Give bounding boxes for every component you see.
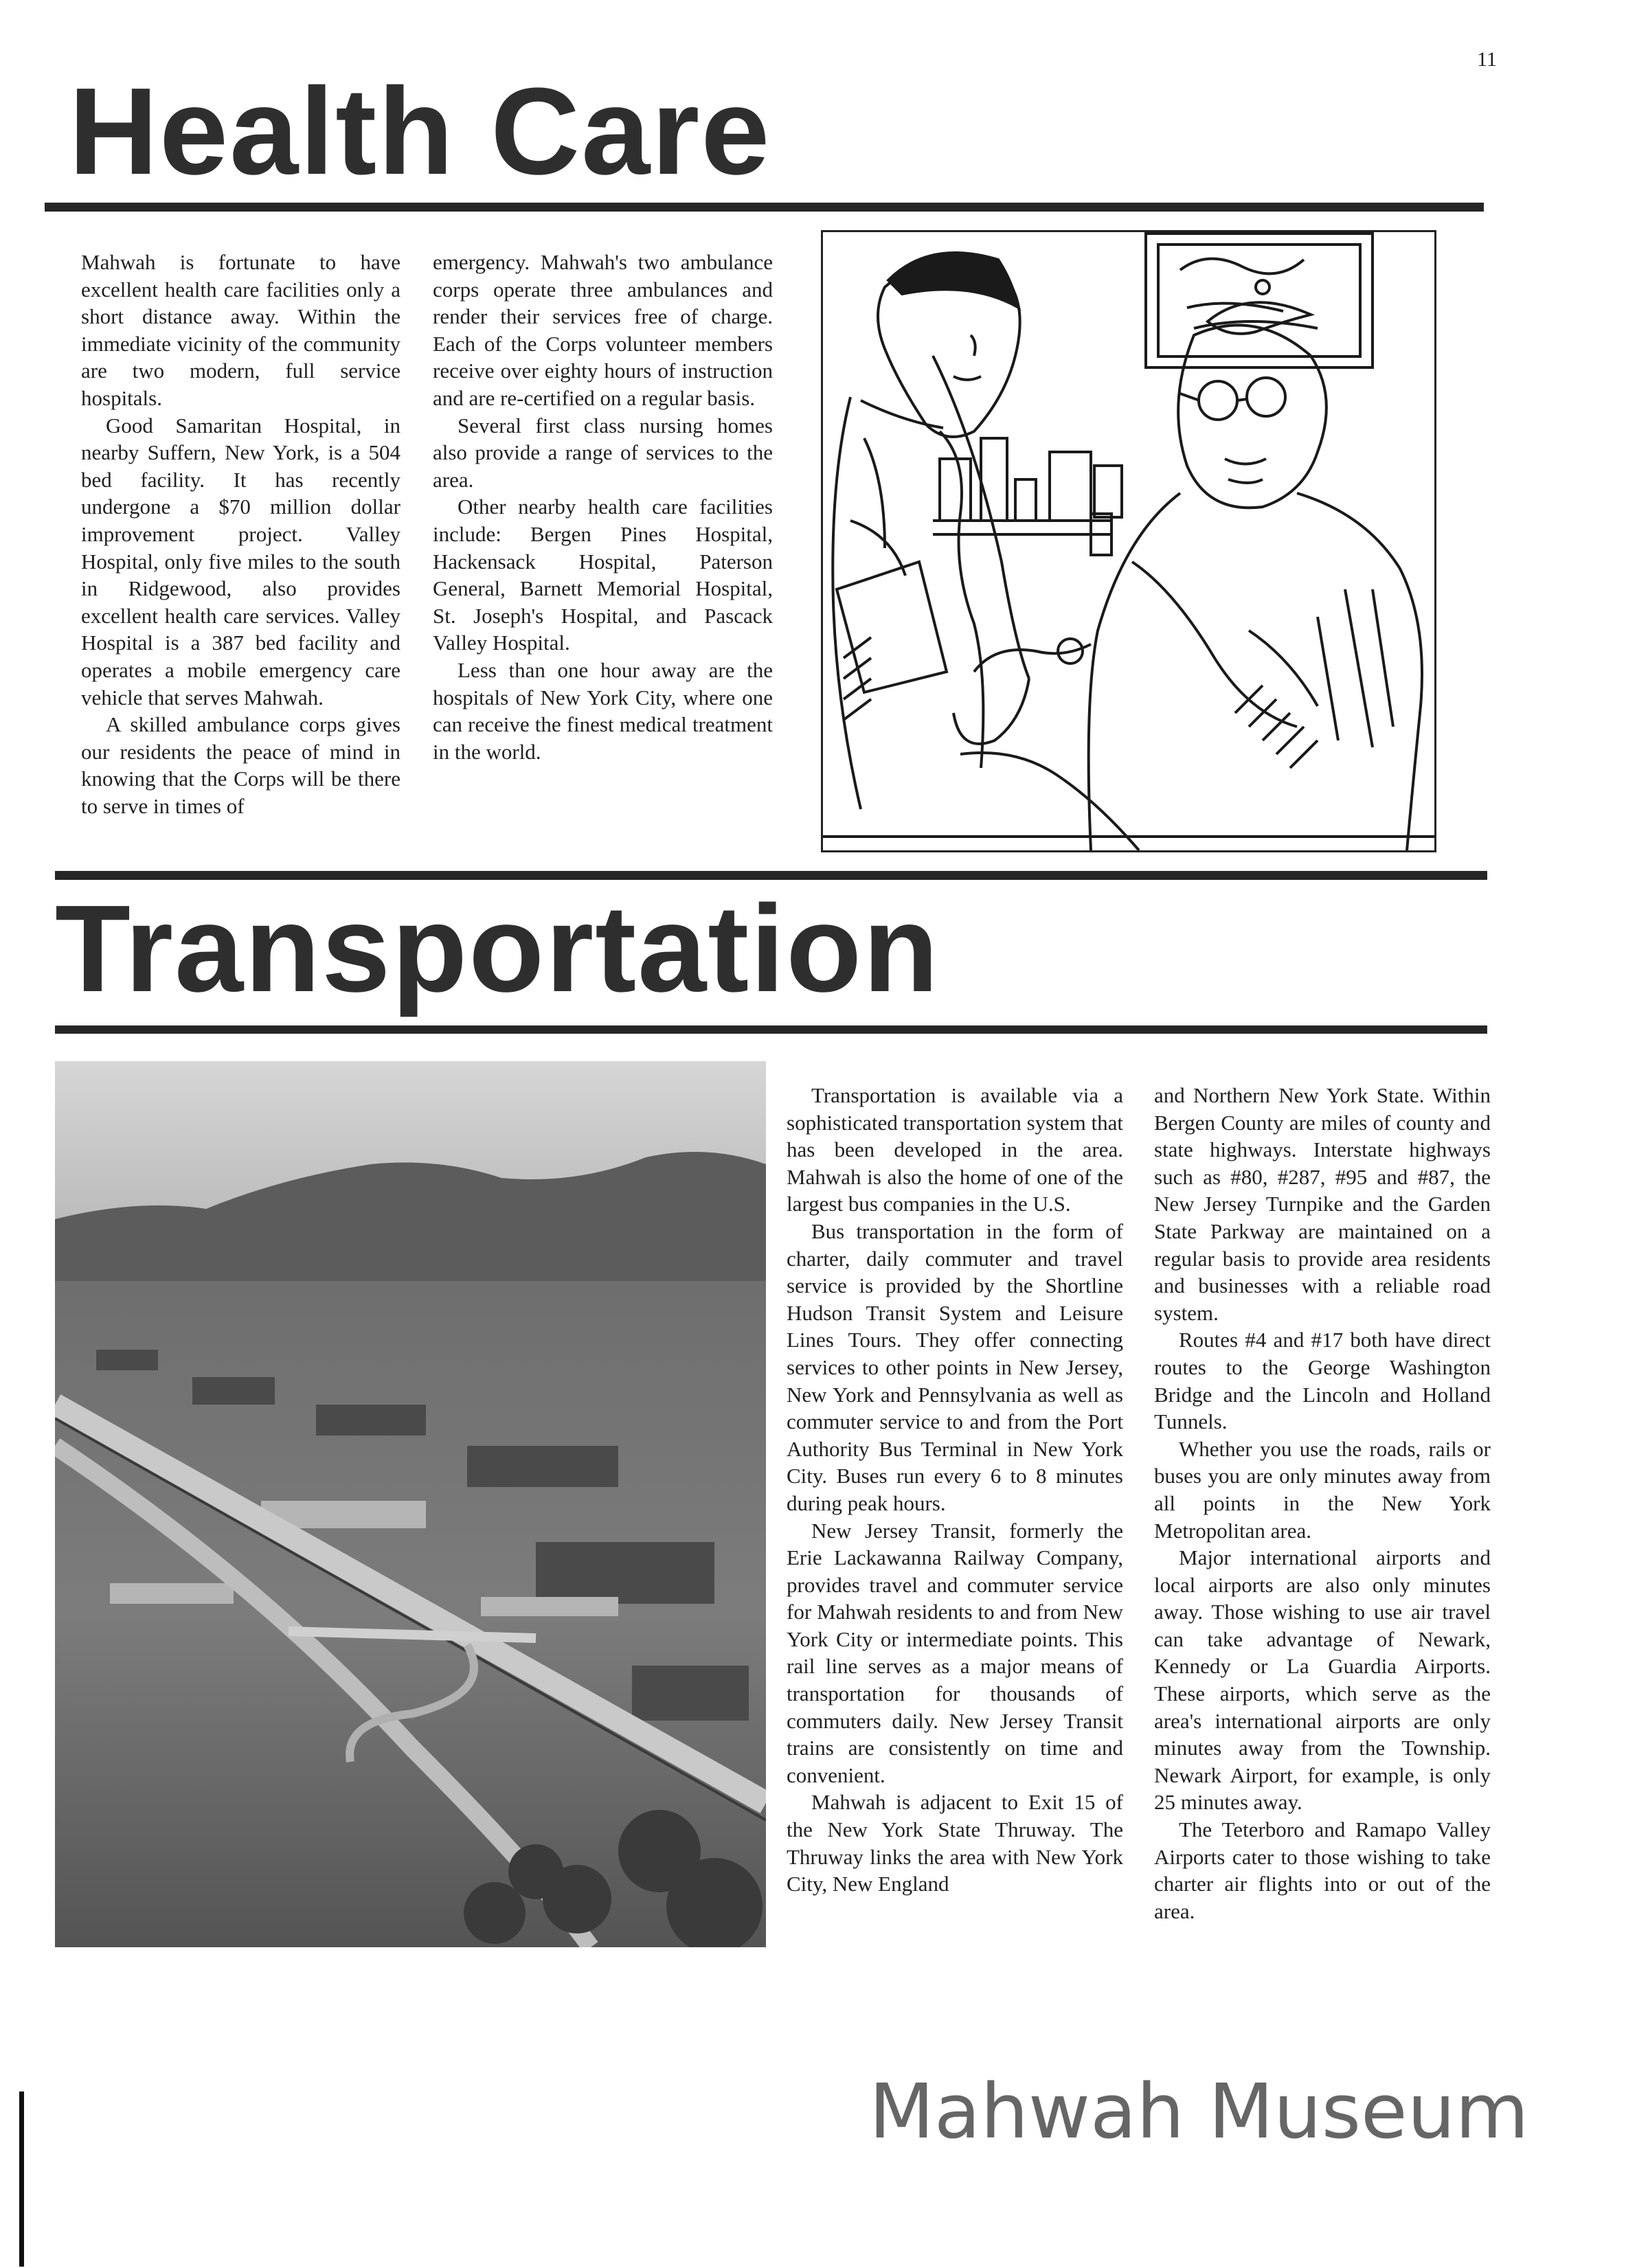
paragraph: Mahwah is adjacent to Exit 15 of the New York State Thruway. The Thruway links the area with New York City, New England bbox=[787, 1790, 1123, 1896]
section-divider-rule bbox=[55, 871, 1487, 880]
paragraph: Routes #4 and #17 both have direct routes to the George Washington Bridge and the Lincoln and Holland Tunnels. bbox=[1154, 1328, 1491, 1434]
health-column-1 bbox=[81, 249, 400, 819]
health-heading-rule bbox=[45, 203, 1484, 212]
aerial-photo-graphic bbox=[55, 1061, 766, 1947]
health-care-heading: Health Care bbox=[69, 63, 771, 201]
paragraph: A skilled ambulance corps gives our residents the peace of mind in knowing that the Corps will be there to serve in times of bbox=[81, 712, 400, 818]
paragraph: Good Samaritan Hospital, in nearby Suffern, New York, is a 504 bed facility. It has recently undergone a $70 million dollar improvement project. Valley Hospital, only five miles to the south in Ridgewood, also provides excellent health care services. Valley Hospital is a 387 bed facility and operates a mobile emergency care vehicle that serves Mahwah. bbox=[81, 413, 400, 710]
paragraph: Mahwah is fortunate to have excellent health care facilities only a short distance away. Within the immediate vicinity of the community are two modern, full service hospitals. bbox=[81, 250, 400, 410]
paragraph: Bus transportation in the form of charter, daily commuter and travel service is provided by the Shortline Hudson Transit System and Leisure Lines Tours. They offer connecting services to other points in New Jersey, New York and Pennsylvania as well as commuter service to and from the Port Authority Bus Terminal in New York City. Buses run every 6 to 8 minutes during peak hours. bbox=[787, 1218, 1123, 1515]
diploma-frame bbox=[1146, 234, 1373, 367]
paragraph: emergency. Mahwah's two ambulance corps operate three ambulances and render their services free of charge. Each of the Corps volunteer members receive over eighty hours of instruction and are re-certified on a regular basis. bbox=[433, 250, 773, 410]
paragraph: New Jersey Transit, formerly the Erie Lackawanna Railway Company, provides travel and commuter service for Mahwah residents to and from New York City or intermediate points. This rail line serves as a major means of transportation for thousands of commuters daily. New Jersey Transit trains are consistently on time and convenient. bbox=[787, 1518, 1123, 1787]
page-number: 11 bbox=[1477, 48, 1497, 71]
paragraph: Other nearby health care facilities include: Bergen Pines Hospital, Hackensack Hospital, Paterson General, Barnett Memorial Hospital, St. Joseph's Hospital, and Pascack Valley Hospital. bbox=[433, 495, 773, 655]
transportation-heading: Transportation bbox=[55, 880, 940, 1018]
paragraph: Whether you use the roads, rails or buses you are only minutes away from all points in the New York Metropolitan area. bbox=[1154, 1436, 1491, 1543]
doctor-patient-illustration bbox=[821, 230, 1436, 852]
transportation-column-2 bbox=[1154, 1082, 1491, 1925]
transportation-column-1 bbox=[787, 1082, 1123, 1898]
paragraph: Less than one hour away are the hospitals of New York City, where one can receive the finest medical treatment in the world. bbox=[433, 657, 773, 764]
museum-watermark: Mahwah Museum bbox=[869, 2067, 1529, 2155]
health-column-2 bbox=[433, 249, 773, 765]
paragraph: Several first class nursing homes also provide a range of services to the area. bbox=[433, 413, 773, 492]
aerial-highway-photo bbox=[55, 1061, 766, 1947]
paragraph: Transportation is available via a sophisticated transportation system that has been developed in the area. Mahwah is also the home of one of the largest bus companies in the U.S. bbox=[787, 1083, 1123, 1216]
paragraph: Major international airports and local airports are also only minutes away. Those wishing to use air travel can take advantage of Newark, Kennedy or La Guardia Airports. These airports, which serve as the area's international airports are only minutes away from the Township. Newark Airport, for example, is only 25 minutes away. bbox=[1154, 1545, 1491, 1815]
scan-edge-mark bbox=[19, 2091, 24, 2267]
doctor-patient-drawing bbox=[823, 232, 1434, 850]
transportation-heading-rule bbox=[55, 1025, 1487, 1034]
paragraph: and Northern New York State. Within Bergen County are miles of county and state highways. Interstate highways such as #80, #287, #95 and #87, the New Jersey Turnpike and the Garden State Parkway are maintained on a regular basis to provide area residents and businesses with a reliable road system. bbox=[1154, 1083, 1491, 1325]
paragraph: The Teterboro and Ramapo Valley Airports cater to those wishing to take charter air flights into or out of the area. bbox=[1154, 1817, 1491, 1923]
